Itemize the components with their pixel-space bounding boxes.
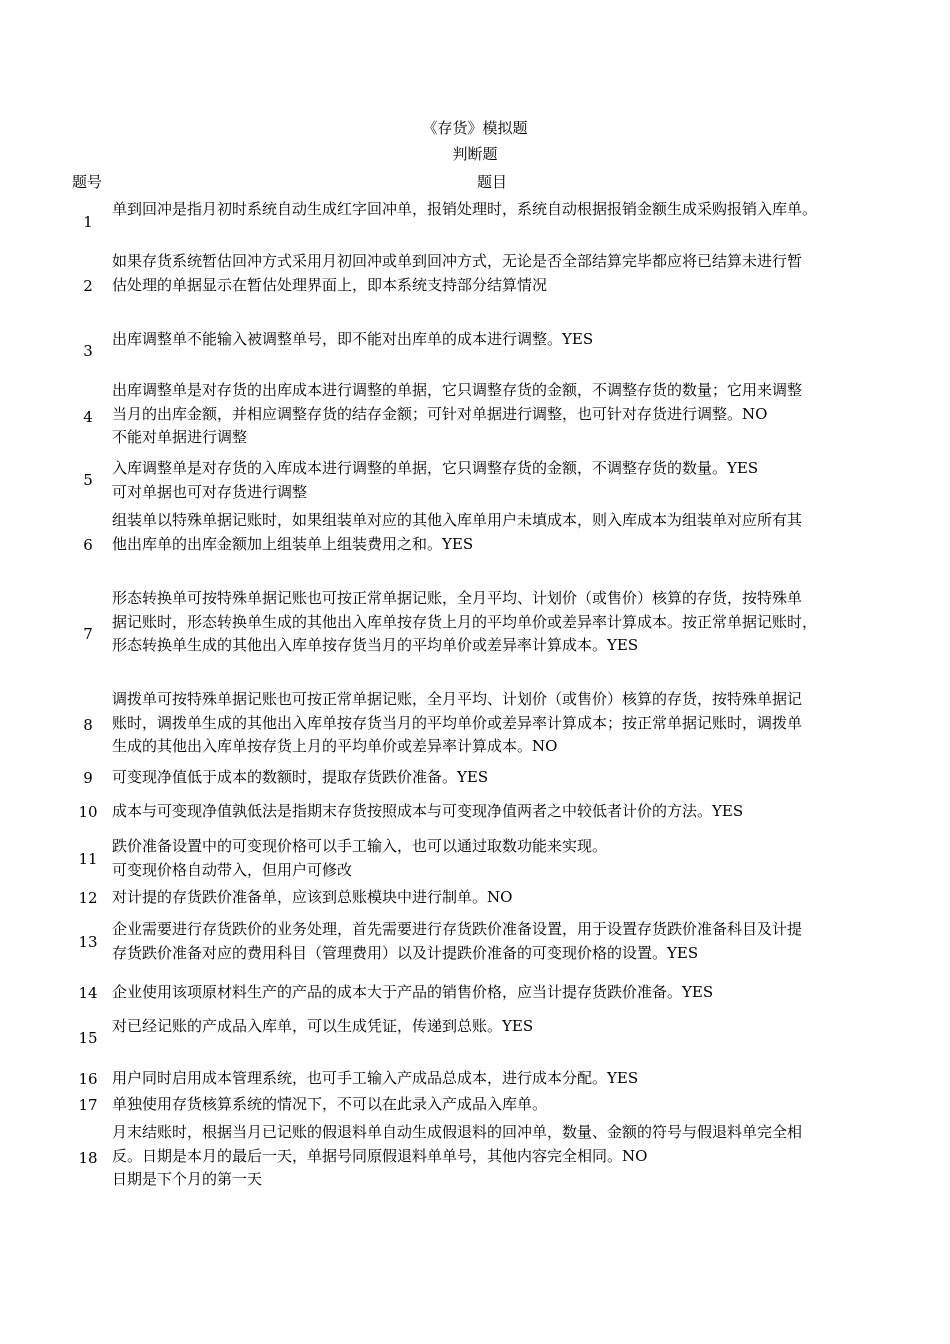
question-line: 日期是下个月的第一天	[112, 1170, 263, 1188]
question-line: 出库调整单是对存货的出库成本进行调整的单据，它只调整存货的金额，不调整存货的数量；它用来调整	[112, 381, 803, 399]
question-line: 他出库单的出库金额加上组装单上组装费用之和。YES	[112, 534, 474, 553]
question-text	[112, 835, 878, 882]
question-number: 8	[83, 716, 93, 734]
question-text	[112, 587, 878, 658]
question-line: 当月的出库金额，并相应调整存货的结存金额；可针对单据进行调整，也可针对存货进行调整。NO	[112, 404, 768, 423]
question-number: 11	[78, 850, 98, 868]
question-text	[112, 509, 878, 556]
question-line: 单独使用存货核算系统的情况下，不可以在此录入产成品入库单。	[112, 1095, 548, 1113]
question-line: 企业使用该项原材料生产的产品的成本大于产品的销售价格，应当计提存货跌价准备。YES	[112, 983, 714, 1001]
question-text	[112, 457, 878, 504]
question-line: 形态转换单可按特殊单据记账也可按正常单据记账，全月平均、计划价（或售价）核算的存货，按特殊单	[112, 589, 803, 607]
question-line: 估处理的单据显示在暂估处理界面上，即本系统支持部分结算情况	[112, 275, 548, 294]
question-number: 9	[83, 769, 93, 787]
question-line: 企业需要进行存货跌价的业务处理，首先需要进行存货跌价准备设置，用于设置存货跌价准备科目及计提	[112, 920, 803, 938]
question-number: 15	[78, 1029, 98, 1047]
question-text	[112, 198, 878, 222]
question-line: 对计提的存货跌价准备单，应该到总账模块中进行制单。NO	[112, 888, 513, 906]
question-number: 13	[78, 933, 98, 951]
question-line: 账时，调拨单生成的其他出入库单按存货当月的平均单价或差异率计算成本；按正常单据记账时，调拨单	[112, 713, 803, 732]
question-number: 5	[83, 471, 93, 489]
question-line: 可变现价格自动带入，但用户可修改	[112, 860, 353, 879]
question-line: 反。日期是本月的最后一天，单据号同原假退料单单号，其他内容完全相同。NO	[112, 1146, 648, 1165]
document-title: 《存货》模拟题	[422, 119, 528, 137]
question-line: 可变现净值低于成本的数额时，提取存货跌价准备。YES	[112, 768, 489, 786]
question-line: 入库调整单是对存货的入库成本进行调整的单据，它只调整存货的金额，不调整存货的数量。YES	[112, 459, 759, 477]
question-text	[112, 981, 878, 1005]
question-line: 可对单据也可对存货进行调整	[112, 482, 308, 501]
question-number: 10	[78, 803, 98, 821]
question-number: 4	[83, 408, 93, 426]
question-text	[112, 1093, 878, 1117]
question-text	[112, 379, 878, 450]
question-number: 14	[78, 984, 98, 1002]
question-line: 调拨单可按特殊单据记账也可按正常单据记账，全月平均、计划价（或售价）核算的存货，按特殊单据记	[112, 690, 803, 708]
question-text	[112, 328, 878, 352]
section-title: 判断题	[452, 145, 498, 163]
question-text	[112, 766, 878, 790]
question-text	[112, 886, 878, 910]
question-text	[112, 250, 878, 297]
question-text	[112, 918, 878, 965]
question-line: 对已经记账的产成品入库单，可以生成凭证，传递到总账。YES	[112, 1017, 534, 1035]
question-number: 17	[78, 1096, 98, 1114]
question-line: 月末结账时，根据当月已记账的假退料单自动生成假退料的回冲单，数量、金额的符号与假退料单完全相	[112, 1123, 803, 1141]
question-text	[112, 688, 878, 759]
question-number: 16	[78, 1070, 98, 1088]
column-header-number: 题号	[72, 173, 103, 191]
question-line: 据记账时，形态转换单生成的其他出入库单按存货上月的平均单价或差异率计算成本。按正常单据记账时，	[112, 612, 818, 631]
question-line: 不能对单据进行调整	[112, 428, 248, 446]
question-number: 1	[83, 213, 93, 231]
question-number: 3	[83, 342, 93, 360]
question-line: 成本与可变现净值孰低法是指期末存货按照成本与可变现净值两者之中较低者计价的方法。YES	[112, 802, 744, 820]
question-line: 用户同时启用成本管理系统，也可手工输入产成品总成本，进行成本分配。YES	[112, 1069, 639, 1087]
question-number: 6	[83, 536, 93, 554]
question-line: 组装单以特殊单据记账时，如果组装单对应的其他入库单用户未填成本，则入库成本为组装单对应所有其	[112, 511, 803, 529]
question-line: 形态转换单生成的其他出入库单按存货当月的平均单价或差异率计算成本。YES	[112, 636, 639, 654]
question-number: 7	[83, 625, 93, 643]
question-line: 单到回冲是指月初时系统自动生成红字回冲单，报销处理时，系统自动根据报销金额生成采购报销入库单。	[112, 200, 818, 218]
question-number: 2	[83, 277, 93, 295]
question-text	[112, 1067, 878, 1091]
question-text	[112, 800, 878, 824]
question-number: 18	[78, 1149, 98, 1167]
column-header-question: 题目	[477, 173, 508, 191]
question-line: 出库调整单不能输入被调整单号，即不能对出库单的成本进行调整。YES	[112, 330, 594, 348]
question-text	[112, 1121, 878, 1192]
question-line: 如果存货系统暂估回冲方式采用月初回冲或单到回冲方式，无论是否全部结算完毕都应将已结算未进行暂	[112, 252, 803, 270]
question-number: 12	[78, 889, 98, 907]
question-text	[112, 1015, 878, 1039]
question-line: 生成的其他出入库单按存货上月的平均单价或差异率计算成本。NO	[112, 737, 558, 755]
question-line: 跌价准备设置中的可变现价格可以手工输入，也可以通过取数功能来实现。	[112, 837, 608, 855]
question-line: 存货跌价准备对应的费用科目（管理费用）以及计提跌价准备的可变现价格的设置。YES	[112, 943, 699, 962]
